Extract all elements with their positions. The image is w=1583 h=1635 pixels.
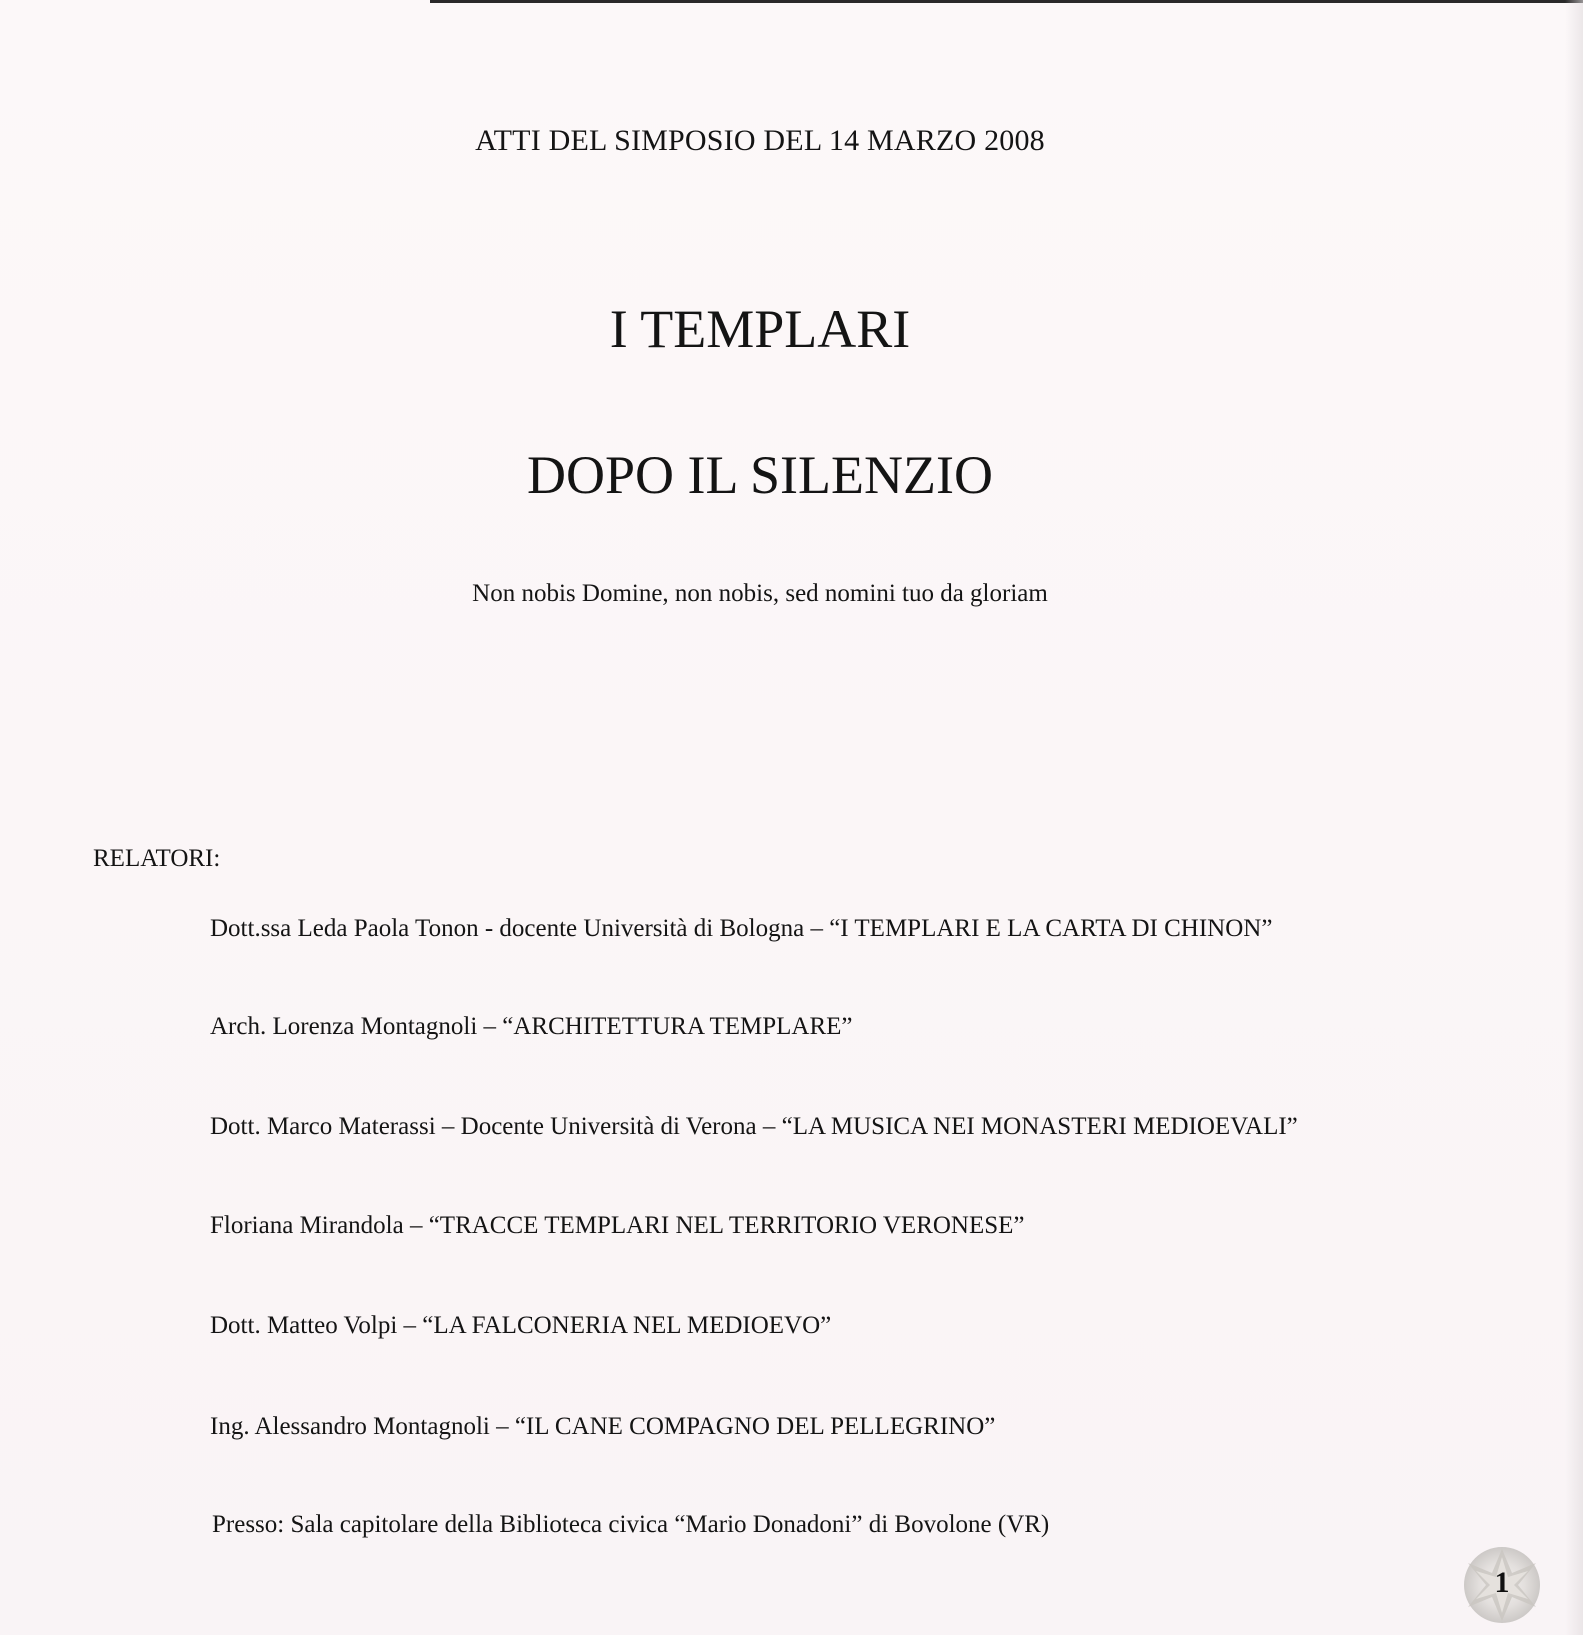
motto: Non nobis Domine, non nobis, sed nomini tuo da gloriam xyxy=(472,580,1048,607)
venue: Presso: Sala capitolare della Biblioteca civica “Mario Donadoni” di Bovolone (VR) xyxy=(212,1511,1050,1538)
speaker-entry: Dott.ssa Leda Paola Tonon - docente Università di Bologna – “I TEMPLARI E LA CARTA DI CHINON” xyxy=(210,915,1273,942)
title-line-1: I TEMPLARI xyxy=(609,299,911,359)
speaker-entry: Arch. Lorenza Montagnoli – “ARCHITETTURA TEMPLARE” xyxy=(210,1013,853,1040)
scan-right-shadow xyxy=(1565,0,1583,1635)
scan-top-edge xyxy=(430,0,1583,3)
speaker-entry: Dott. Matteo Volpi – “LA FALCONERIA NEL MEDIOEVO” xyxy=(210,1312,832,1339)
relatori-label: RELATORI: xyxy=(93,845,221,872)
page-number: 1 xyxy=(1494,1566,1510,1599)
speaker-entry: Dott. Marco Materassi – Docente Università di Verona – “LA MUSICA NEI MONASTERI MEDIOEVALI” xyxy=(210,1113,1298,1140)
speaker-entry: Ing. Alessandro Montagnoli – “IL CANE COMPAGNO DEL PELLEGRINO” xyxy=(210,1413,996,1440)
speaker-entry: Floriana Mirandola – “TRACCE TEMPLARI NEL TERRITORIO VERONESE” xyxy=(210,1212,1025,1239)
title-line-2: DOPO IL SILENZIO xyxy=(527,445,993,505)
symposium-heading: ATTI DEL SIMPOSIO DEL 14 MARZO 2008 xyxy=(475,124,1045,157)
